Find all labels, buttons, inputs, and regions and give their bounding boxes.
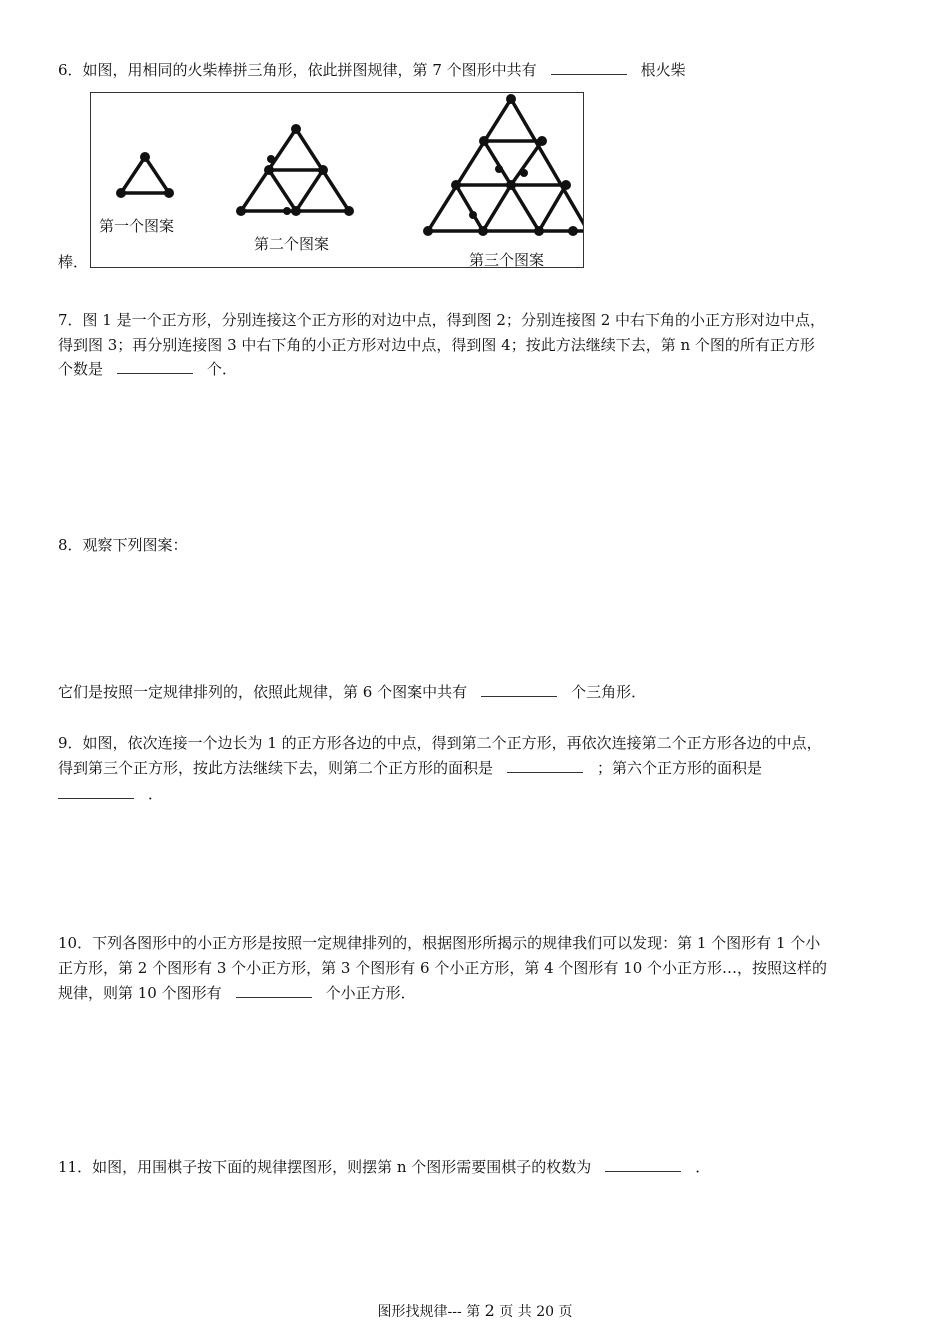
matchstick-triangles-drawing [91,93,583,267]
q6-text: 6．如图，用相同的火柴棒拼三角形，依此拼图规律，第 7 个图形中共有 [58,61,537,79]
q9-text: 得到第三个正方形，按此方法继续下去，则第二个正方形的面积是 [58,759,494,777]
q9-end: ． [148,785,164,803]
figure-label-1: 第一个图案 [99,217,175,235]
footer-gong: 共 [517,1304,532,1320]
q7-answer-blank[interactable] [117,359,193,374]
q10-line3 [58,981,416,1005]
footer-ye2: 页 [558,1304,573,1320]
footer-di: 第 [466,1304,481,1320]
matchstick-triangles-figure [90,92,584,268]
q7-text: 个数是 [58,360,104,378]
footer-ye: 页 [499,1304,514,1320]
figure-label-2: 第二个图案 [254,235,330,253]
q6-line2: 棒． [58,253,89,271]
q8-answer-blank[interactable] [481,682,557,697]
q10-text: 规律，则第 10 个图形有 [58,984,222,1002]
q9-answer-blank-2[interactable] [58,784,134,799]
q9-mid: ；第六个正方形的面积是 [597,759,763,777]
q6-answer-blank[interactable] [551,60,627,75]
q11-answer-blank[interactable] [605,1157,681,1172]
q7-line2: 得到图 3；再分别连接图 3 中右下角的小正方形对边中点，得到图 4；按此方法继续下去，第 n 个图的所有正方形 [58,336,815,354]
q6-line1 [58,58,686,82]
footer-total-pages: 20 [536,1304,555,1320]
footer-page-number: 2 [484,1301,495,1320]
q9-answer-blank-1[interactable] [507,758,583,773]
page-footer [0,1301,950,1321]
q10-line2: 正方形，第 2 个图形有 3 个小正方形，第 3 个图形有 6 个小正方形，第 4 个图形有 10 个小正方形…，按照这样的 [58,959,828,977]
q11-after: ． [695,1158,711,1176]
q9-line2 [58,756,762,780]
q9-line3 [58,782,163,806]
q8-line2 [58,680,646,704]
q11-line1 [58,1155,710,1179]
q9-line1: 9．如图，依次连接一个边长为 1 的正方形各边的中点，得到第二个正方形，再依次连接第二个正方形各边的中点， [58,734,822,752]
figure-label-3: 第三个图案 [469,251,545,268]
q10-line1: 10．下列各图形中的小正方形是按照一定规律排列的，根据图形所揭示的规律我们可以发现：第 1 个图形有 1 个小 [58,934,821,952]
q8-line1: 8．观察下列图案： [58,536,188,554]
q10-after: 个小正方形． [325,984,416,1002]
q10-answer-blank[interactable] [236,983,312,998]
q7-line1: 7．图 1 是一个正方形，分别连接这个正方形的对边中点，得到图 2；分别连接图 2 中右下角的小正方形对边中点， [58,311,826,329]
q7-after: 个． [207,360,238,378]
footer-title: 图形找规律--- [377,1304,462,1320]
q11-text: 11．如图，用围棋子按下面的规律摆图形，则摆第 n 个图形需要围棋子的枚数为 [58,1158,592,1176]
q6-after: 根火柴 [640,61,686,79]
q7-line3 [58,357,237,381]
q8-after: 个三角形． [571,683,647,701]
q8-text: 它们是按照一定规律排列的，依照此规律，第 6 个图案中共有 [58,683,468,701]
